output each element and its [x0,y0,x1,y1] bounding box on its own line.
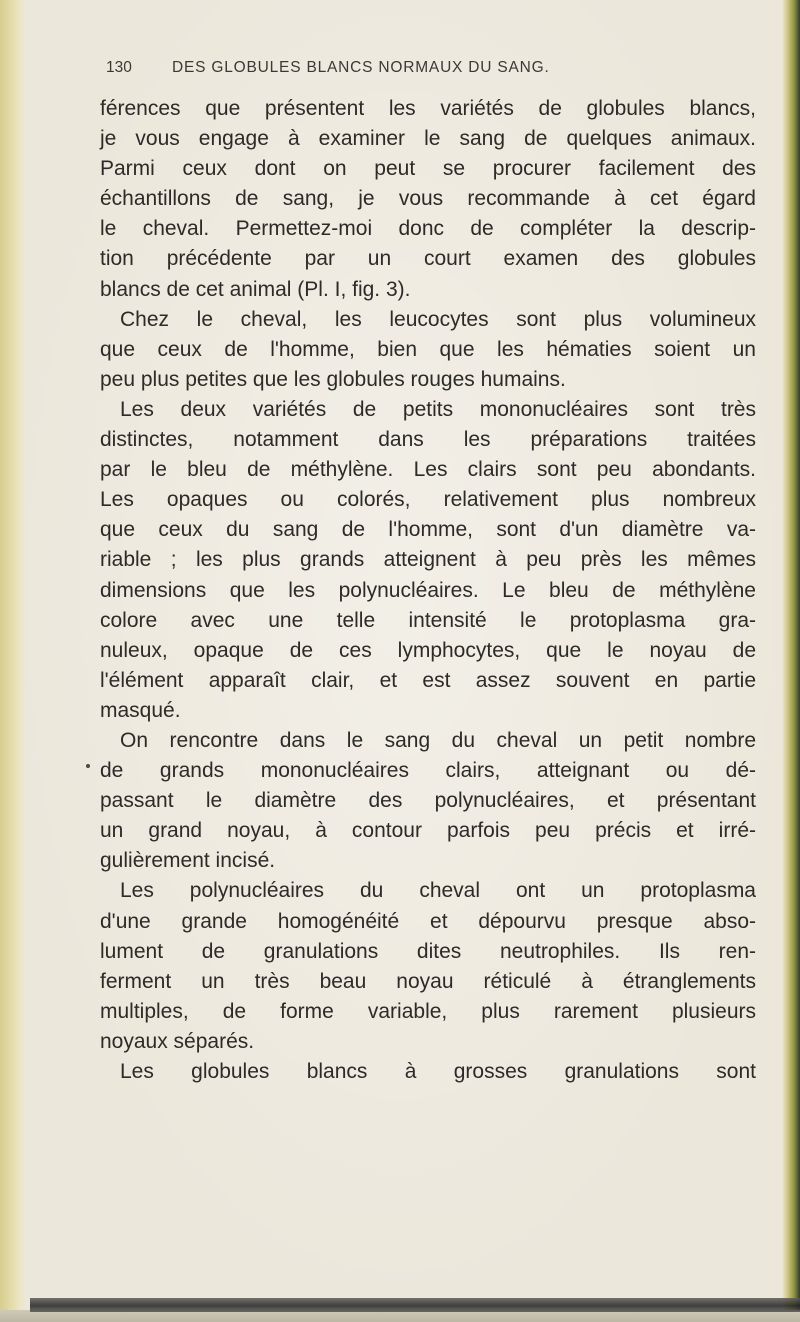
text-line: d'une grande homogénéité et dépourvu presque abso- [100,909,756,933]
page-left-edge [0,0,26,1322]
text-line: multiples, de forme variable, plus rarement plusieurs [100,999,756,1023]
text-line: Les deux variétés de petits mononucléaires sont très [120,397,756,421]
running-title: DES GLOBULES BLANCS NORMAUX DU SANG. [172,59,550,76]
margin-mark [86,764,90,768]
text-line: que ceux du sang de l'homme, sont d'un diamètre va- [100,518,756,542]
text-line: peu plus petites que les globules rouges humains. [100,367,566,391]
text-line: un grand noyau, à contour parfois peu précis et irré- [100,819,756,843]
body-text [100,94,756,1087]
text-line: lument de granulations dites neutrophiles. Ils ren- [100,939,756,963]
page-number: 130 [106,59,132,76]
text-line: je vous engage à examiner le sang de quelques animaux. [100,127,756,151]
text-line: Chez le cheval, les leucocytes sont plus volumineux [120,307,756,331]
text-line: échantillons de sang, je vous recommande à cet égard [100,187,756,211]
text-line: nuleux, opaque de ces lymphocytes, que le noyau de [100,638,756,662]
text-line: que ceux de l'homme, bien que les hématies soient un [100,337,756,361]
text-line: tion précédente par un court examen des globules [100,247,756,271]
text-line: distinctes, notamment dans les préparations traitées [100,428,756,452]
text-line: Les globules blancs à grosses granulations sont [120,1060,756,1083]
text-line: dimensions que les polynucléaires. Le bleu de méthylène [100,578,756,602]
page-bottom-border [30,1298,800,1312]
text-line: colore avec une telle intensité le protoplasma gra- [100,608,756,632]
text-line: Les polynucléaires du cheval ont un protoplasma [120,879,756,903]
text-line: noyaux séparés. [100,1029,255,1053]
text-line: gulièrement incisé. [100,849,276,873]
text-line: par le bleu de méthylène. Les clairs sont peu abondants. [100,458,756,482]
text-line: On rencontre dans le sang du cheval un petit nombre [120,728,756,752]
text-line: férences que présentent les variétés de globules blancs, [100,97,756,120]
page-right-edge [782,0,800,1322]
text-line: masqué. [100,698,181,722]
text-line: riable ; les plus grands atteignent à peu près les mêmes [100,548,756,572]
text-line: Les opaques ou colorés, relativement plus nombreux [100,488,756,512]
text-line: Parmi ceux dont on peut se procurer facilement des [100,157,756,181]
text-line: le cheval. Permettez-moi donc de compléter la descrip- [100,217,756,241]
text-line: passant le diamètre des polynucléaires, et présentant [100,789,756,813]
text-line: blancs de cet animal (Pl. I, fig. 3). [100,277,411,301]
text-line: ferment un très beau noyau réticulé à étranglements [100,969,756,993]
text-line: de grands mononucléaires clairs, atteignant ou dé- [100,759,756,783]
text-line: l'élément apparaît clair, et est assez souvent en partie [100,668,756,692]
